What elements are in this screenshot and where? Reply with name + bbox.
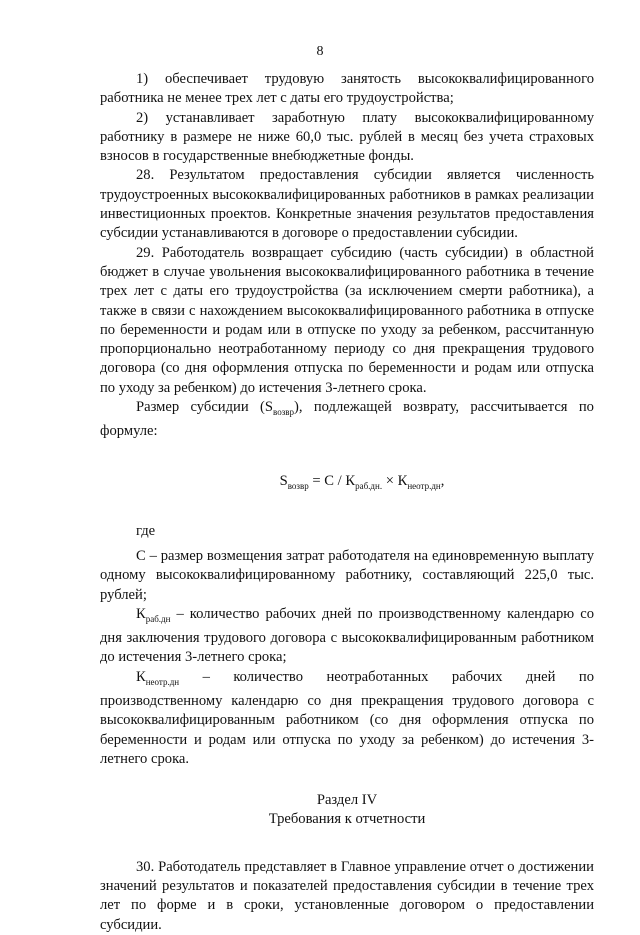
section-title: Раздел IV xyxy=(316,792,378,809)
k2-letter: К xyxy=(136,668,146,685)
refund-formula xyxy=(100,472,594,496)
k2-text: – количество неотработанных рабочих дней по производственному календарю со дня прекращения трудового договора с высококвалифицированным работником (со дня оформления отпуска по беременности и родам или отпуска по уходу за ребенком) до истечения 3-летнего срока. xyxy=(100,668,594,767)
formula-s: S xyxy=(279,472,288,489)
subsidy-size-subscript: возвр xyxy=(273,406,294,417)
k1-letter: К xyxy=(136,605,146,622)
paragraph-item-2: 2) устанавливает заработную плату высококвалифицированному работнику в размере не ниже 60,0 тыс. рублей в месяц без учета страховых взносов в государственные внебюджетные фонды. xyxy=(100,109,594,165)
subsidy-size-intro: Размер субсидии (S xyxy=(136,399,273,416)
k1-text: – количество рабочих дней по производственному календарю со дня заключения трудового договора с высококвалифицированным работником до истечения 3-летнего срока; xyxy=(100,605,594,666)
subsidy-size-paragraph xyxy=(100,398,594,442)
formula-times: × К xyxy=(382,472,408,489)
section-subtitle: Требования к отчетности xyxy=(268,811,426,828)
paragraph-30: 30. Работодатель представляет в Главное управление отчет о достижении значений результатов и показателей предоставления субсидии в течение трех лет по форме и в сроки, установленные договором о предоставлении субсидии. xyxy=(100,858,594,933)
formula-mid: = C / К xyxy=(308,472,356,489)
where-label: где xyxy=(136,522,156,539)
page-number: 8 xyxy=(316,44,324,59)
formula-k2-subscript: неотр.дн xyxy=(407,480,441,491)
definition-k-work-days xyxy=(100,605,594,668)
k2-subscript: неотр.дн xyxy=(145,676,180,687)
document-body xyxy=(100,70,594,935)
formula-s-subscript: возвр xyxy=(287,480,309,491)
definition-c: C – размер возмещения затрат работодателя на единовременную выплату одному высококвалифицированному работнику, составляющий 225,0 тыс. рублей; xyxy=(100,548,594,603)
formula-k1-subscript: раб.дн. xyxy=(355,480,383,491)
formula-end: , xyxy=(440,472,445,489)
k1-subscript: раб.дн xyxy=(145,613,171,624)
subsidy-size-rest: ), подлежащей возврату, рассчитывается по формуле: xyxy=(100,399,594,440)
paragraph-item-1: 1) обеспечивает трудовую занятость высококвалифицированного работника не менее трех лет с даты его трудоустройства; xyxy=(100,71,594,107)
paragraph-29: 29. Работодатель возвращает субсидию (часть субсидии) в областной бюджет в случае увольнения высококвалифицированного работника в течение трех лет с даты его трудоустройства (за исключением смерти работника), а также в связи с нахождением высококвалифицированного работника в отпуске по беременности и родам или в отпуске по уходу за ребенком, рассчитанную пропорционально неотработанному периоду со дня прекращения трудового договора (со дня оформления отпуска по беременности и родам или отпуска по уходу за ребенком) до истечения 3-летнего срока. xyxy=(100,244,594,396)
paragraph-28: 28. Результатом предоставления субсидии является численность трудоустроенных высококвалифицированных работников в рамках реализации инвестиционных проектов. Конкретные значения результатов предоставления субсидии устанавливаются в договоре о предоставлении субсидии. xyxy=(100,167,594,242)
definition-k-unworked-days xyxy=(100,668,594,769)
